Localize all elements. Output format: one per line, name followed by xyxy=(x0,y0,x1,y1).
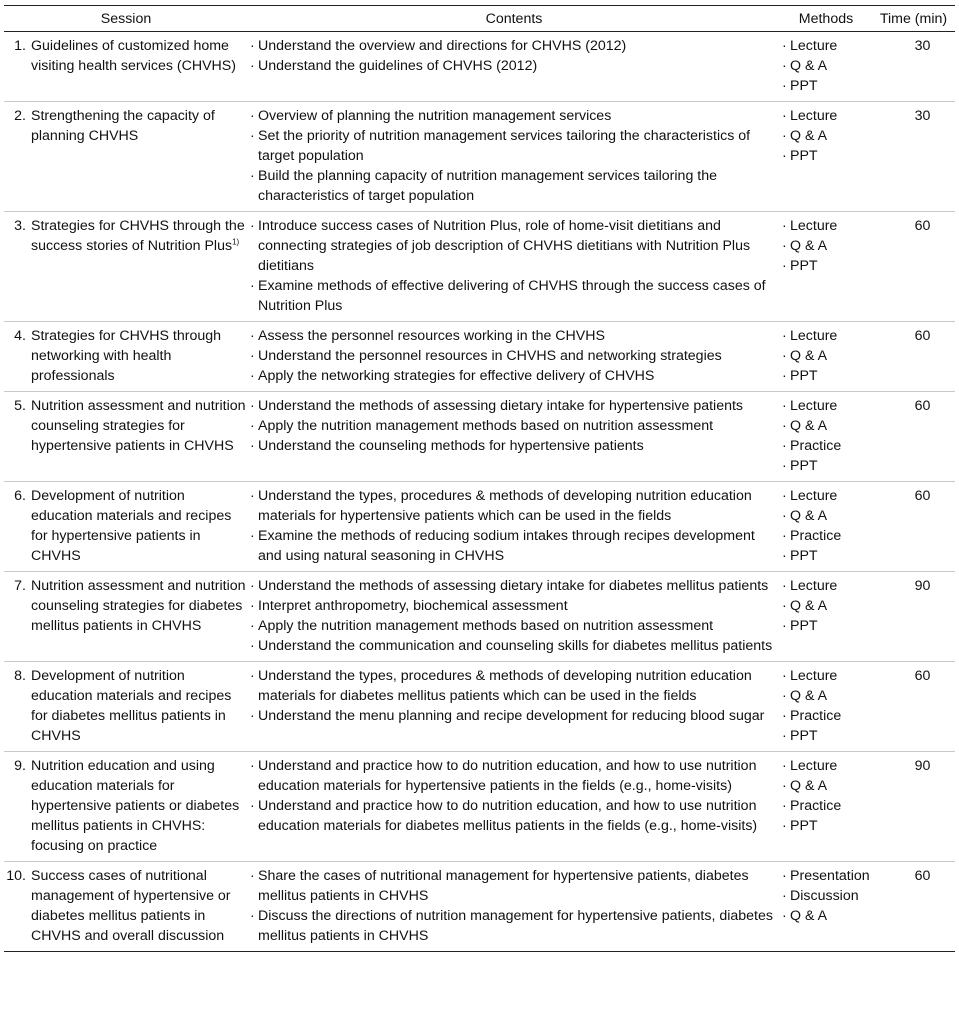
footnote-marker: 1) xyxy=(232,237,240,247)
method-item xyxy=(782,106,870,126)
method-text: Q & A xyxy=(790,348,828,364)
header-methods: Methods xyxy=(780,6,872,32)
bullet-icon: · xyxy=(250,798,255,814)
method-item xyxy=(782,486,870,506)
methods-cell xyxy=(780,212,872,322)
content-text: Discuss the directions of nutrition management for hypertensive patients, diabetes mellitus patients in CHVHS xyxy=(258,908,773,944)
table-row xyxy=(4,662,955,752)
bullet-icon: · xyxy=(250,278,255,294)
method-item xyxy=(782,596,870,616)
bullet-icon: · xyxy=(782,458,787,474)
content-text: Introduce success cases of Nutrition Plus, role of home-visit dietitians and connecting strategies of job description of CHVHS dietitians with Nutrition Plus dietitians xyxy=(258,218,751,274)
bullet-icon: · xyxy=(782,818,787,834)
session-number: 9. xyxy=(14,758,26,774)
content-item xyxy=(250,706,778,726)
session-cell xyxy=(4,662,248,752)
time-cell: 60 xyxy=(872,212,955,322)
bullet-icon: · xyxy=(250,578,255,594)
session-title: Strategies for CHVHS through the success stories of Nutrition Plus xyxy=(31,218,245,254)
session-cell xyxy=(4,322,248,392)
content-item xyxy=(250,526,778,566)
method-item xyxy=(782,146,870,166)
contents-cell xyxy=(248,102,780,212)
content-text: Understand the overview and directions for CHVHS (2012) xyxy=(258,38,627,54)
table-row xyxy=(4,482,955,572)
session-cell xyxy=(4,32,248,102)
time-cell: 90 xyxy=(872,752,955,862)
method-item xyxy=(782,906,870,926)
content-text: Set the priority of nutrition management services tailoring the characteristics of target population xyxy=(258,128,751,164)
content-item xyxy=(250,666,778,706)
method-text: Q & A xyxy=(790,688,828,704)
method-text: PPT xyxy=(790,618,818,634)
method-text: PPT xyxy=(790,368,818,384)
session-number: 2. xyxy=(14,108,26,124)
method-text: Lecture xyxy=(790,758,838,774)
bullet-icon: · xyxy=(782,908,787,924)
table-row xyxy=(4,862,955,952)
time-cell: 60 xyxy=(872,482,955,572)
session-number: 10. xyxy=(6,868,26,884)
bullet-icon: · xyxy=(250,758,255,774)
method-text: Q & A xyxy=(790,778,828,794)
bullet-icon: · xyxy=(782,108,787,124)
method-text: Practice xyxy=(790,438,842,454)
content-item xyxy=(250,126,778,166)
content-text: Understand the methods of assessing dietary intake for diabetes mellitus patients xyxy=(258,578,769,594)
methods-cell xyxy=(780,322,872,392)
session-cell xyxy=(4,102,248,212)
time-cell: 60 xyxy=(872,662,955,752)
bullet-icon: · xyxy=(782,218,787,234)
method-item xyxy=(782,706,870,726)
method-text: PPT xyxy=(790,548,818,564)
session-cell xyxy=(4,572,248,662)
content-text: Understand the menu planning and recipe development for reducing blood sugar xyxy=(258,708,765,724)
method-text: Lecture xyxy=(790,108,838,124)
contents-cell xyxy=(248,32,780,102)
content-item xyxy=(250,36,778,56)
bullet-icon: · xyxy=(782,598,787,614)
bullet-icon: · xyxy=(250,638,255,654)
bullet-icon: · xyxy=(782,348,787,364)
contents-cell xyxy=(248,482,780,572)
bullet-icon: · xyxy=(782,668,787,684)
method-text: Q & A xyxy=(790,128,828,144)
table-row xyxy=(4,752,955,862)
methods-cell xyxy=(780,102,872,212)
bullet-icon: · xyxy=(782,578,787,594)
method-text: Q & A xyxy=(790,508,828,524)
bullet-icon: · xyxy=(250,168,255,184)
bullet-icon: · xyxy=(782,688,787,704)
content-item xyxy=(250,576,778,596)
contents-cell xyxy=(248,212,780,322)
content-text: Apply the nutrition management methods based on nutrition assessment xyxy=(258,418,714,434)
session-title: Development of nutrition education materials and recipes for hypertensive patients in CHVHS xyxy=(31,488,232,564)
time-cell: 30 xyxy=(872,32,955,102)
method-item xyxy=(782,616,870,636)
content-item xyxy=(250,396,778,416)
bullet-icon: · xyxy=(250,58,255,74)
contents-cell xyxy=(248,392,780,482)
content-item xyxy=(250,486,778,526)
session-number: 1. xyxy=(14,38,26,54)
method-item xyxy=(782,686,870,706)
bullet-icon: · xyxy=(782,888,787,904)
bullet-icon: · xyxy=(250,398,255,414)
method-item xyxy=(782,126,870,146)
method-item xyxy=(782,346,870,366)
bullet-icon: · xyxy=(250,218,255,234)
method-item xyxy=(782,666,870,686)
content-text: Apply the nutrition management methods based on nutrition assessment xyxy=(258,618,714,634)
session-number: 5. xyxy=(14,398,26,414)
method-item xyxy=(782,776,870,796)
bullet-icon: · xyxy=(250,528,255,544)
method-text: Practice xyxy=(790,798,842,814)
session-cell xyxy=(4,212,248,322)
content-text: Understand and practice how to do nutrition education, and how to use nutrition education materials for diabetes mellitus patients in the fields (e.g., home-visits) xyxy=(258,798,758,834)
bullet-icon: · xyxy=(782,258,787,274)
method-text: Discussion xyxy=(790,888,859,904)
bullet-icon: · xyxy=(782,368,787,384)
bullet-icon: · xyxy=(250,418,255,434)
method-item xyxy=(782,256,870,276)
method-text: Lecture xyxy=(790,668,838,684)
curriculum-table xyxy=(4,5,955,952)
contents-cell xyxy=(248,752,780,862)
content-item xyxy=(250,216,778,276)
bullet-icon: · xyxy=(782,148,787,164)
content-item xyxy=(250,276,778,316)
session-number: 8. xyxy=(14,668,26,684)
content-text: Examine the methods of reducing sodium intakes through recipes development and using natural seasoning in CHVHS xyxy=(258,528,755,564)
content-text: Understand the types, procedures & methods of developing nutrition education materials for diabetes mellitus patients which can be used in the fields xyxy=(258,668,752,704)
method-text: Q & A xyxy=(790,598,828,614)
method-item xyxy=(782,886,870,906)
method-item xyxy=(782,866,870,886)
bullet-icon: · xyxy=(250,348,255,364)
method-text: Practice xyxy=(790,528,842,544)
table-row xyxy=(4,392,955,482)
content-text: Understand the types, procedures & methods of developing nutrition education materials for hypertensive patients which can be used in the fields xyxy=(258,488,752,524)
method-item xyxy=(782,726,870,746)
method-item xyxy=(782,236,870,256)
content-item xyxy=(250,756,778,796)
session-cell xyxy=(4,392,248,482)
session-title: Nutrition assessment and nutrition counseling strategies for diabetes mellitus patients in CHVHS xyxy=(31,578,246,634)
content-item xyxy=(250,166,778,206)
method-text: Lecture xyxy=(790,328,838,344)
session-number: 6. xyxy=(14,488,26,504)
bullet-icon: · xyxy=(782,78,787,94)
bullet-icon: · xyxy=(782,38,787,54)
session-title: Nutrition education and using education materials for hypertensive patients or diabetes mellitus patients in CHVHS: focusing on practice xyxy=(31,758,240,854)
session-title: Nutrition assessment and nutrition counseling strategies for hypertensive patients in CHVHS xyxy=(31,398,246,454)
session-cell xyxy=(4,752,248,862)
method-item xyxy=(782,436,870,456)
bullet-icon: · xyxy=(250,108,255,124)
method-text: Q & A xyxy=(790,238,828,254)
bullet-icon: · xyxy=(782,728,787,744)
bullet-icon: · xyxy=(250,668,255,684)
contents-cell xyxy=(248,572,780,662)
content-item xyxy=(250,56,778,76)
method-item xyxy=(782,526,870,546)
content-text: Overview of planning the nutrition management services xyxy=(258,108,612,124)
bullet-icon: · xyxy=(782,618,787,634)
table-row xyxy=(4,212,955,322)
bullet-icon: · xyxy=(782,488,787,504)
method-text: PPT xyxy=(790,258,818,274)
contents-cell xyxy=(248,862,780,952)
bullet-icon: · xyxy=(782,398,787,414)
bullet-icon: · xyxy=(782,128,787,144)
method-text: PPT xyxy=(790,818,818,834)
method-item xyxy=(782,216,870,236)
bullet-icon: · xyxy=(250,618,255,634)
content-item xyxy=(250,106,778,126)
method-text: Lecture xyxy=(790,218,838,234)
method-text: Lecture xyxy=(790,578,838,594)
session-number: 7. xyxy=(14,578,26,594)
method-text: PPT xyxy=(790,728,818,744)
session-title: Development of nutrition education materials and recipes for diabetes mellitus patients in CHVHS xyxy=(31,668,232,744)
content-item xyxy=(250,346,778,366)
method-item xyxy=(782,816,870,836)
content-text: Understand and practice how to do nutrition education, and how to use nutrition education materials for hypertensive patients in the fields (e.g., home-visits) xyxy=(258,758,757,794)
content-text: Understand the counseling methods for hypertensive patients xyxy=(258,438,644,454)
method-item xyxy=(782,756,870,776)
time-cell: 30 xyxy=(872,102,955,212)
method-item xyxy=(782,576,870,596)
session-title: Success cases of nutritional management of hypertensive or diabetes mellitus patients in CHVHS and overall discussion xyxy=(31,868,231,944)
session-number: 3. xyxy=(14,218,26,234)
table-body xyxy=(4,32,955,952)
method-text: PPT xyxy=(790,458,818,474)
time-cell: 90 xyxy=(872,572,955,662)
methods-cell xyxy=(780,752,872,862)
methods-cell xyxy=(780,572,872,662)
header-time: Time (min) xyxy=(872,6,955,32)
method-item xyxy=(782,506,870,526)
content-item xyxy=(250,366,778,386)
bullet-icon: · xyxy=(250,368,255,384)
bullet-icon: · xyxy=(782,58,787,74)
content-item xyxy=(250,616,778,636)
content-text: Understand the guidelines of CHVHS (2012) xyxy=(258,58,538,74)
content-item xyxy=(250,326,778,346)
method-text: Lecture xyxy=(790,488,838,504)
method-item xyxy=(782,796,870,816)
contents-cell xyxy=(248,662,780,752)
table-row xyxy=(4,102,955,212)
bullet-icon: · xyxy=(782,328,787,344)
content-text: Understand the methods of assessing dietary intake for hypertensive patients xyxy=(258,398,744,414)
content-item xyxy=(250,796,778,836)
content-item xyxy=(250,596,778,616)
content-text: Share the cases of nutritional management for hypertensive patients, diabetes mellitus patients in CHVHS xyxy=(258,868,749,904)
method-text: Lecture xyxy=(790,398,838,414)
method-item xyxy=(782,76,870,96)
bullet-icon: · xyxy=(782,868,787,884)
bullet-icon: · xyxy=(782,418,787,434)
bullet-icon: · xyxy=(782,238,787,254)
method-item xyxy=(782,326,870,346)
bullet-icon: · xyxy=(782,798,787,814)
methods-cell xyxy=(780,862,872,952)
method-text: Lecture xyxy=(790,38,838,54)
bullet-icon: · xyxy=(250,438,255,454)
content-text: Understand the communication and counseling skills for diabetes mellitus patients xyxy=(258,638,773,654)
method-text: Q & A xyxy=(790,908,828,924)
bullet-icon: · xyxy=(782,438,787,454)
time-cell: 60 xyxy=(872,322,955,392)
table-row xyxy=(4,572,955,662)
session-title: Strengthening the capacity of planning CHVHS xyxy=(31,108,215,144)
method-item xyxy=(782,56,870,76)
content-text: Interpret anthropometry, biochemical assessment xyxy=(258,598,568,614)
methods-cell xyxy=(780,32,872,102)
session-cell xyxy=(4,862,248,952)
time-cell: 60 xyxy=(872,862,955,952)
methods-cell xyxy=(780,482,872,572)
bullet-icon: · xyxy=(250,328,255,344)
time-cell: 60 xyxy=(872,392,955,482)
table-row xyxy=(4,322,955,392)
header-contents: Contents xyxy=(248,6,780,32)
bullet-icon: · xyxy=(250,708,255,724)
method-item xyxy=(782,416,870,436)
method-text: Presentation xyxy=(790,868,870,884)
methods-cell xyxy=(780,392,872,482)
content-item xyxy=(250,636,778,656)
content-item xyxy=(250,906,778,946)
session-title: Guidelines of customized home visiting health services (CHVHS) xyxy=(31,38,236,74)
bullet-icon: · xyxy=(250,598,255,614)
content-text: Build the planning capacity of nutrition management services tailoring the characteristics of target population xyxy=(258,168,717,204)
content-text: Understand the personnel resources in CHVHS and networking strategies xyxy=(258,348,722,364)
session-number: 4. xyxy=(14,328,26,344)
method-text: PPT xyxy=(790,148,818,164)
content-item xyxy=(250,416,778,436)
content-text: Examine methods of effective delivering of CHVHS through the success cases of Nutrition Plus xyxy=(258,278,766,314)
session-title: Strategies for CHVHS through networking with health professionals xyxy=(31,328,222,384)
bullet-icon: · xyxy=(250,38,255,54)
method-item xyxy=(782,36,870,56)
bullet-icon: · xyxy=(782,778,787,794)
bullet-icon: · xyxy=(250,908,255,924)
bullet-icon: · xyxy=(250,488,255,504)
bullet-icon: · xyxy=(250,868,255,884)
header-row xyxy=(4,6,955,32)
method-item xyxy=(782,366,870,386)
method-text: Q & A xyxy=(790,58,828,74)
bullet-icon: · xyxy=(782,528,787,544)
method-text: PPT xyxy=(790,78,818,94)
method-item xyxy=(782,456,870,476)
content-item xyxy=(250,866,778,906)
method-item xyxy=(782,396,870,416)
bullet-icon: · xyxy=(782,548,787,564)
bullet-icon: · xyxy=(782,508,787,524)
content-item xyxy=(250,436,778,456)
method-item xyxy=(782,546,870,566)
header-session: Session xyxy=(4,6,248,32)
methods-cell xyxy=(780,662,872,752)
content-text: Assess the personnel resources working in the CHVHS xyxy=(258,328,605,344)
contents-cell xyxy=(248,322,780,392)
session-cell xyxy=(4,482,248,572)
bullet-icon: · xyxy=(250,128,255,144)
bullet-icon: · xyxy=(782,708,787,724)
content-text: Apply the networking strategies for effective delivery of CHVHS xyxy=(258,368,655,384)
bullet-icon: · xyxy=(782,758,787,774)
table-row xyxy=(4,32,955,102)
method-text: Q & A xyxy=(790,418,828,434)
method-text: Practice xyxy=(790,708,842,724)
